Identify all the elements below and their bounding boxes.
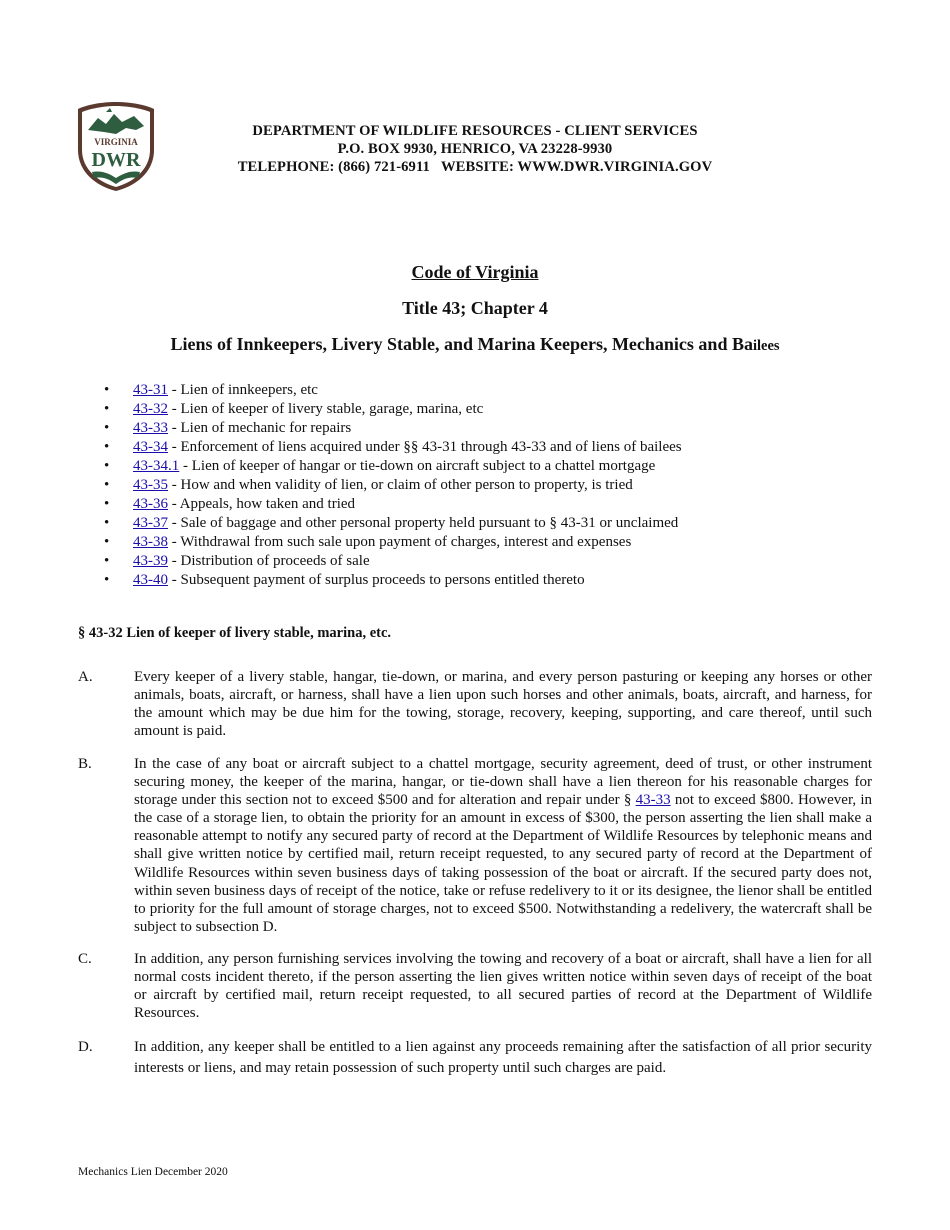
page-footer: Mechanics Lien December 2020 [78,1166,228,1178]
bullet-icon: • [104,439,110,455]
svg-text:DWR: DWR [91,149,141,171]
paragraph-text [134,755,872,936]
bullet-icon: • [104,401,110,417]
list-item-desc: - Lien of mechanic for repairs [168,420,352,436]
code-link-43-35[interactable]: 43-35 [133,477,168,493]
list-item [104,552,682,571]
paragraph-b [78,755,872,936]
paragraph-letter: A. [78,669,93,685]
list-item-desc: - Sale of baggage and other personal property held pursuant to § 43-31 or unclaimed [168,515,679,531]
code-link-43-34[interactable]: 43-34 [133,439,168,455]
paragraph-letter: B. [78,756,92,772]
code-link-43-39[interactable]: 43-39 [133,553,168,569]
code-link-43-33-inline[interactable]: 43-33 [635,792,671,809]
list-item [104,381,682,400]
list-item-desc: - How and when validity of lien, or claim of other person to property, is tried [168,477,633,493]
bullet-icon: • [104,572,110,588]
list-item [104,533,682,552]
paragraph-d [78,1037,872,1078]
chapter-title [0,334,950,355]
bullet-icon: • [104,515,110,531]
dwr-shield-icon [76,100,156,193]
list-item-desc: - Enforcement of liens acquired under §§ 43-31 through 43-33 and of liens of bailees [168,439,682,455]
bullet-icon: • [104,458,110,474]
header-website: WEBSITE: WWW.DWR.VIRGINIA.GOV [440,159,713,175]
list-item-desc: - Lien of keeper of livery stable, garage, marina, etc [168,401,484,417]
code-link-43-40[interactable]: 43-40 [133,572,168,588]
paragraph-text-part: not to exceed $800. However, in the case of a storage lien, to obtain the priority for an amount in excess of $300, the person asserting the lien shall make a reasonable attempt to notify any secured party of record at the Department of Wildlife Resources by telephonic means and shall give written notice by certified mail, return receipt requested, to any secured party of record at the Department of Wildlife Resources within seven business days of taking possession of the boat or aircraft. If the secured party does not, within seven business days of receipt of the notice, take or refuse redelivery to it or its designee, the lienor shall be entitled to priority for the full amount of storage charges, not to exceed $500. Notwithstanding a redelivery, the watercraft shall be subject to subsection D. [134,792,872,935]
paragraph-a [78,668,872,740]
bullet-icon: • [104,534,110,550]
paragraph-letter: C. [78,951,92,967]
code-link-43-38[interactable]: 43-38 [133,534,168,550]
code-link-43-37[interactable]: 43-37 [133,515,168,531]
code-link-43-32[interactable]: 43-32 [133,401,168,417]
code-link-43-33[interactable]: 43-33 [133,420,168,436]
code-link-43-34-1[interactable]: 43-34.1 [133,458,180,474]
list-item [104,571,682,590]
paragraph-text: In addition, any keeper shall be entitled to a lien against any proceeds remaining after the satisfaction of all prior security interests or liens, and may retain possession of such property until such charges are paid. [134,1039,872,1076]
dwr-logo [76,100,156,193]
bullet-icon: • [104,553,110,569]
bullet-icon: • [104,420,110,436]
bullet-icon: • [104,496,110,512]
list-item [104,514,682,533]
list-item [104,457,682,476]
section-heading: § 43-32 Lien of keeper of livery stable, marina, etc. [78,625,392,641]
paragraph-c [78,950,872,1022]
list-item [104,419,682,438]
list-item-desc: - Withdrawal from such sale upon payment of charges, interest and expenses [168,534,632,550]
code-link-43-31[interactable]: 43-31 [133,382,168,398]
header-telephone: TELEPHONE: (866) 721-6911 [237,159,430,175]
paragraph-text-part: In the case of any boat or aircraft subject to a chattel mortgage, security agreement, deed of trust, or other instrument securing money, the keeper of the marina, hangar, or tie-down shall have a lien thereon for his reasonable charges for storage under this section not to exceed $500 and for alteration and repair under § [134,756,872,809]
bullet-icon: • [104,382,110,398]
header-address: P.O. BOX 9930, HENRICO, VA 23228-9930 [337,141,613,157]
paragraph-text: In addition, any person furnishing services involving the towing and recovery of a boat or aircraft, shall have a lien for all normal costs incident thereto, if the person asserting the lien gives written notice within seven days of receipt of the boat or aircraft by certified mail, return receipt requested, to all secured parties of record at the Department of Wildlife Resources. [134,951,872,1022]
table-of-contents [104,381,682,590]
list-item-desc: - Lien of innkeepers, etc [168,382,318,398]
list-item-desc: - Lien of keeper of hangar or tie-down on aircraft subject to a chattel mortgage [179,458,656,474]
header-department: DEPARTMENT OF WILDLIFE RESOURCES - CLIENT SERVICES [252,123,698,139]
chapter-title-main: Liens of Innkeepers, Livery Stable, and Marina Keepers, Mechanics and Ba [170,334,753,354]
list-item-desc: - Appeals, how taken and tried [168,496,356,512]
list-item-desc: - Subsequent payment of surplus proceeds to persons entitled thereto [168,572,585,588]
list-item [104,495,682,514]
list-item [104,400,682,419]
header-contact [170,158,780,176]
chapter-title-tail: ilees [752,338,780,354]
page-subtitle: Title 43; Chapter 4 [402,298,548,318]
paragraph-text: Every keeper of a livery stable, hangar, tie-down, or marina, and every person pasturing or keeping any horses or other animals, boats, aircraft, or harness, shall have a lien upon such horses and other animals, boats, aircraft, and harness, for the amount which may be due him for the towing, storage, recovery, keeping, supporting, and care thereof, until such amount is paid. [134,669,872,740]
svg-text:VIRGINIA: VIRGINIA [94,137,138,147]
page-title: Code of Virginia [411,262,539,282]
list-item-desc: - Distribution of proceeds of sale [168,553,370,569]
paragraph-letter: D. [78,1039,93,1055]
bullet-icon: • [104,477,110,493]
list-item [104,438,682,457]
code-link-43-36[interactable]: 43-36 [133,496,168,512]
letterhead [170,122,780,176]
list-item [104,476,682,495]
